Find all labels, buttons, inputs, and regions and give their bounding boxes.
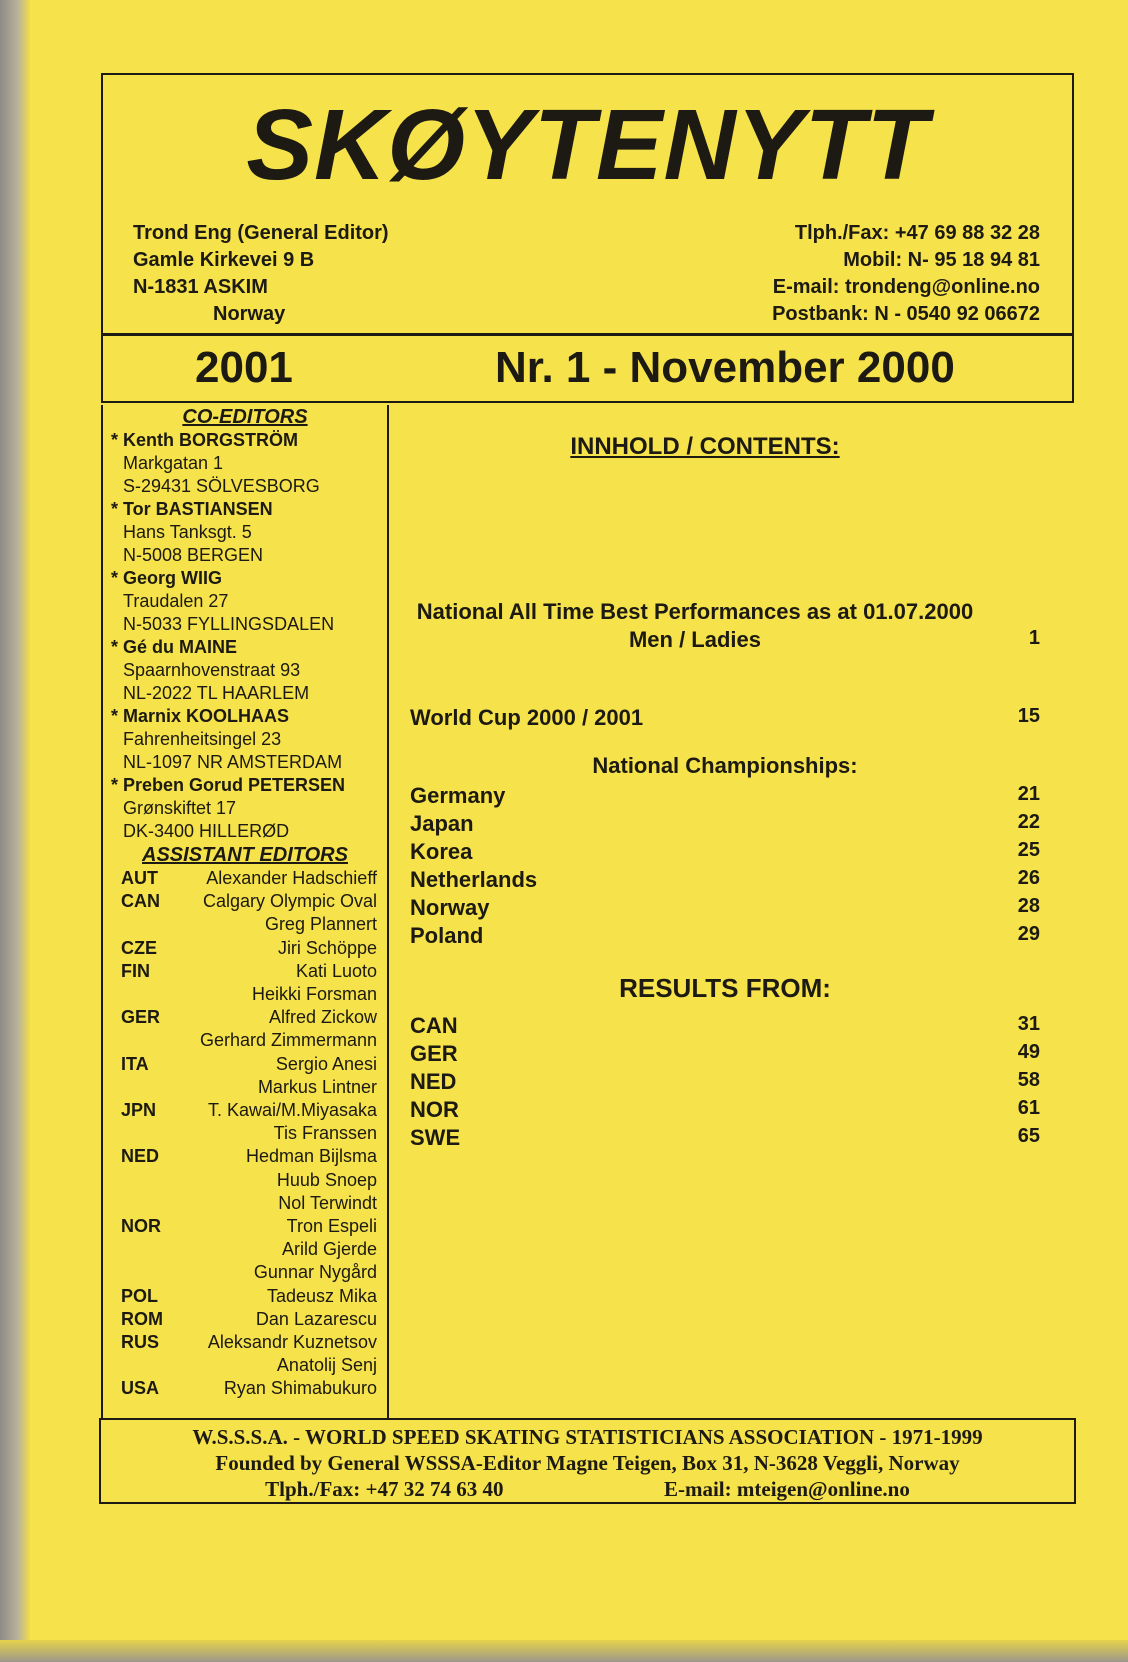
toc-page: 15 (1017, 705, 1040, 727)
page-edge-left (0, 0, 30, 1662)
page-edge-bottom (0, 1640, 1128, 1662)
co-editor-address: Hans Tanksgt. 5 (123, 522, 252, 542)
assistant-editor-row (121, 1238, 377, 1261)
country-code (121, 1122, 171, 1145)
volume-year: 2001 (195, 343, 293, 392)
footer-email: E-mail: mteigen@online.no (663, 1477, 910, 1501)
country-code: NOR (121, 1216, 161, 1237)
assistant-editors-heading: ASSISTANT EDITORS (142, 844, 348, 866)
co-editor-name: * Marnix KOOLHAAS (111, 706, 290, 726)
toc-page: 49 (1017, 1041, 1040, 1063)
assistant-editor-row (121, 1215, 377, 1238)
assistant-editor-row (121, 1354, 377, 1377)
country-code (121, 983, 171, 1006)
assistant-editor-row (121, 913, 377, 936)
assistant-editor-row (121, 1308, 377, 1331)
country-code (121, 1261, 171, 1284)
co-editor-name: * Tor BASTIANSEN (111, 499, 273, 519)
co-editor-address: NL-2022 TL HAARLEM (123, 683, 310, 703)
results-heading: RESULTS FROM: (619, 973, 831, 1003)
assistant-editor-row (121, 1006, 377, 1029)
assistant-editor-name: Kati Luoto (295, 960, 377, 981)
co-editor-address: Traudalen 27 (123, 591, 229, 611)
toc-label: NOR (410, 1097, 459, 1122)
contact-line: Mobil: N- 95 18 94 81 (843, 249, 1040, 271)
editors-column (101, 405, 389, 1420)
toc-page: 61 (1017, 1097, 1040, 1119)
toc-entry (410, 839, 1040, 867)
assistant-editor-name: Gerhard Zimmermann (199, 1030, 377, 1051)
assistant-editor-name: Markus Lintner (257, 1076, 377, 1097)
toc-page: 26 (1017, 867, 1040, 889)
toc-label: CAN (410, 1013, 458, 1038)
country-code (121, 1238, 171, 1261)
country-code: GER (121, 1007, 161, 1028)
country-code (121, 1169, 171, 1192)
toc-entry (410, 895, 1040, 923)
assistant-editor-name: Gunnar Nygård (253, 1262, 377, 1283)
co-editor-address: Markgatan 1 (123, 453, 224, 473)
toc-page: 29 (1017, 923, 1040, 945)
toc-page: 65 (1017, 1125, 1040, 1147)
country-code (121, 1029, 171, 1052)
editor-contact (772, 220, 1040, 328)
assistant-editor-row (121, 1076, 377, 1099)
co-editor-address: Fahrenheitsingel 23 (123, 729, 282, 749)
assistant-editor-row (121, 890, 377, 913)
toc-label: Men / Ladies (628, 627, 762, 652)
table-of-contents (410, 433, 1040, 1153)
assistant-editor-name: Greg Plannert (264, 914, 377, 935)
toc-label: GER (410, 1041, 458, 1066)
country-code: RUS (121, 1332, 160, 1353)
toc-label: Germany (410, 783, 506, 808)
assistant-editor-row (121, 1145, 377, 1168)
toc-label: Norway (410, 895, 490, 920)
assistant-editor-row (121, 1029, 377, 1052)
country-code: CZE (121, 937, 157, 958)
contact-line: Postbank: N - 0540 92 06672 (772, 303, 1040, 325)
toc-label: SWE (410, 1125, 461, 1150)
toc-entry (410, 867, 1040, 895)
country-code: FIN (121, 960, 150, 981)
assistant-editor-name: Dan Lazarescu (255, 1308, 377, 1329)
co-editors-heading: CO-EDITORS (182, 406, 308, 428)
assistant-editor-row (121, 1377, 377, 1400)
co-editor-address: Spaarnhovenstraat 93 (123, 660, 301, 680)
assistant-editor-row (121, 1331, 377, 1354)
editor-line: N-1831 ASKIM (133, 276, 268, 298)
assistant-editor-row (121, 1285, 377, 1308)
assistant-editor-name: Nol Terwindt (278, 1192, 377, 1213)
championships-heading: National Championships: (592, 753, 858, 778)
toc-label: World Cup 2000 / 2001 (410, 705, 644, 730)
co-editor-address: Grønskiftet 17 (123, 798, 237, 818)
assistant-editor-name: Calgary Olympic Oval (202, 891, 377, 912)
country-code: AUT (121, 868, 158, 888)
assistant-editor-name: Tadeusz Mika (266, 1285, 377, 1306)
toc-page: 58 (1017, 1069, 1040, 1091)
divider (103, 333, 1072, 336)
assistant-editor-name: Anatolij Senj (276, 1355, 377, 1376)
toc-entry (410, 1069, 1040, 1097)
assistant-editor-row (121, 960, 377, 983)
toc-label: Korea (410, 839, 473, 864)
footer (99, 1418, 1076, 1504)
contents-heading: INNHOLD / CONTENTS: (570, 433, 840, 460)
assistant-editor-name: Huub Snoep (276, 1169, 377, 1190)
footer-contact (101, 1476, 1074, 1502)
toc-page: 1 (1028, 627, 1040, 649)
co-editor-name: * Georg WIIG (111, 568, 223, 588)
assistant-editor-name: Hedman Bijlsma (245, 1146, 377, 1167)
country-code: JPN (121, 1100, 157, 1121)
toc-label: Japan (410, 811, 474, 836)
contact-line: Tlph./Fax: +47 69 88 32 28 (794, 222, 1040, 244)
assistant-editor-row (121, 1169, 377, 1192)
co-editor-address: DK-3400 HILLERØD (123, 821, 290, 841)
assistant-editor-row (121, 1192, 377, 1215)
assistant-editor-name: Arild Gjerde (281, 1239, 377, 1260)
toc-entry (410, 1041, 1040, 1069)
toc-page: 21 (1017, 783, 1040, 805)
assistant-editor-name: Aleksandr Kuznetsov (207, 1332, 377, 1353)
assistant-editors-list (103, 867, 387, 1401)
co-editor-address: N-5008 BERGEN (123, 545, 264, 565)
toc-page: 25 (1017, 839, 1040, 861)
co-editor-name: * Preben Gorud PETERSEN (111, 775, 346, 795)
assistant-editor-row (121, 867, 377, 890)
toc-label: National All Time Best Performances as at 01.07.2000 (416, 599, 974, 624)
footer-line: W.S.S.S.A. - WORLD SPEED SKATING STATISTICIANS ASSOCIATION - 1971-1999 (192, 1425, 983, 1449)
editor-line: Trond Eng (General Editor) (133, 222, 389, 244)
results-list (410, 1013, 1040, 1153)
toc-label: Netherlands (410, 867, 538, 892)
contact-line: E-mail: trondeng@online.no (772, 276, 1040, 298)
country-code (121, 1354, 171, 1377)
toc-entry (410, 705, 1040, 733)
toc-label: NED (410, 1069, 457, 1094)
assistant-editor-name: Alfred Zickow (268, 1007, 377, 1028)
assistant-editor-name: Jiri Schöppe (277, 937, 377, 958)
assistant-editor-name: Alexander Hadschieff (206, 868, 377, 888)
toc-entry (410, 1097, 1040, 1125)
championships-list (410, 783, 1040, 951)
toc-entry (410, 1013, 1040, 1041)
toc-entry (410, 923, 1040, 951)
editor-line: Norway (213, 303, 286, 325)
toc-label: Poland (410, 923, 484, 948)
country-code: CAN (121, 891, 160, 912)
assistant-editor-name: Ryan Shimabukuro (223, 1378, 377, 1399)
editor-line: Gamle Kirkevei 9 B (133, 249, 315, 271)
assistant-editor-name: Tis Franssen (273, 1123, 377, 1144)
toc-page: 31 (1017, 1013, 1040, 1035)
toc-entry (410, 627, 1040, 655)
co-editors-list (103, 429, 387, 843)
co-editor-address: N-5033 FYLLINGSDALEN (123, 614, 335, 634)
toc-entry (410, 811, 1040, 839)
country-code: ITA (121, 1053, 149, 1074)
country-code (121, 913, 171, 936)
assistant-editor-row (121, 1122, 377, 1145)
magazine-title: SKØYTENYTT (246, 89, 929, 201)
country-code: NED (121, 1146, 160, 1167)
co-editor-name: * Kenth BORGSTRÖM (111, 430, 298, 450)
editor-address (133, 220, 389, 328)
assistant-editor-name: Tron Espeli (286, 1216, 377, 1237)
assistant-editor-row (121, 1261, 377, 1284)
footer-phone: Tlph./Fax: +47 32 74 63 40 (265, 1477, 504, 1501)
assistant-editor-row (121, 1053, 377, 1076)
co-editor-address: S-29431 SÖLVESBORG (123, 476, 320, 496)
country-code (121, 1076, 171, 1099)
country-code: POL (121, 1285, 159, 1306)
assistant-editor-row (121, 937, 377, 960)
assistant-editor-name: T. Kawai/M.Miyasaka (207, 1100, 377, 1121)
toc-page: 22 (1017, 811, 1040, 833)
toc-entry (410, 783, 1040, 811)
co-editor-address: NL-1097 NR AMSTERDAM (123, 752, 343, 772)
toc-page: 28 (1017, 895, 1040, 917)
footer-line: Founded by General WSSSA-Editor Magne Teigen, Box 31, N-3628 Veggli, Norway (215, 1451, 960, 1475)
co-editor-name: * Gé du MAINE (111, 637, 238, 657)
assistant-editor-name: Sergio Anesi (275, 1053, 377, 1074)
toc-entry (410, 1125, 1040, 1153)
country-code: USA (121, 1378, 160, 1399)
assistant-editor-row (121, 983, 377, 1006)
toc-entry (410, 599, 1040, 627)
assistant-editor-row (121, 1099, 377, 1122)
country-code (121, 1192, 171, 1215)
masthead (101, 73, 1074, 403)
issue-number: Nr. 1 - November 2000 (495, 343, 955, 392)
assistant-editor-name: Heikki Forsman (251, 984, 377, 1005)
country-code: ROM (121, 1308, 163, 1329)
